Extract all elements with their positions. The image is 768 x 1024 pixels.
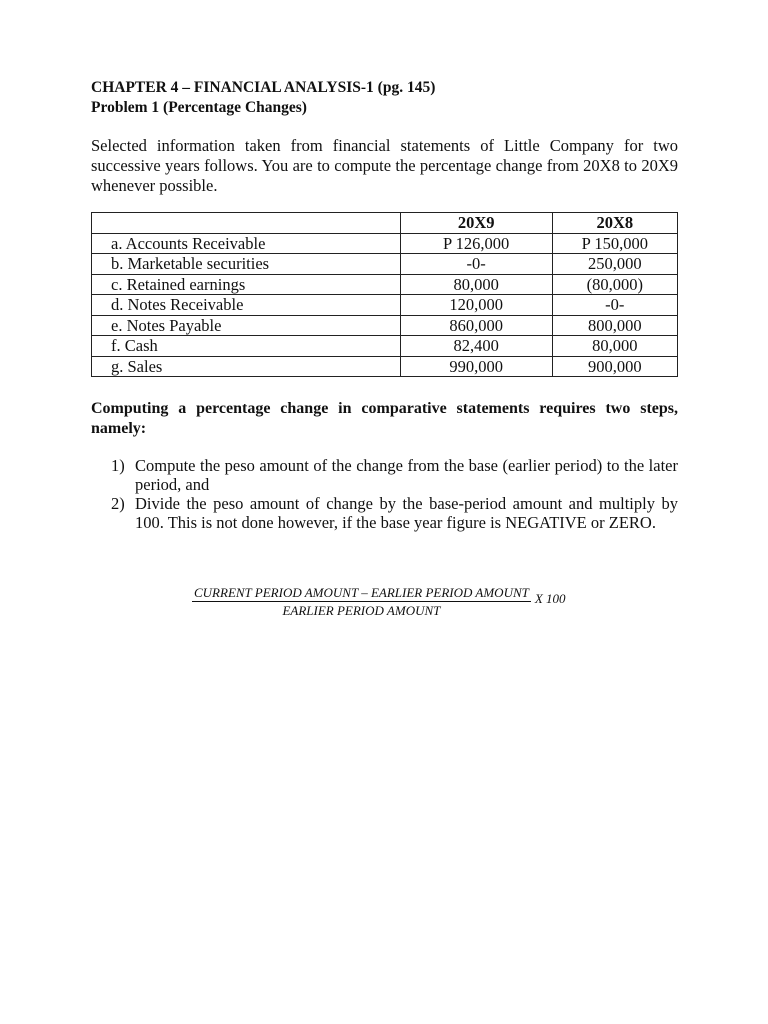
list-item	[91, 494, 678, 532]
table-row	[92, 356, 678, 377]
table-row	[92, 336, 678, 357]
table-header-row	[92, 213, 678, 234]
table-header-20x9: 20X9	[400, 213, 552, 234]
row-item-label: g. Sales	[92, 356, 401, 377]
step-text: Divide the peso amount of change by the base-period amount and multiply by 100. This is not done however, if the base year figure is NEGATIVE or ZERO.	[135, 494, 678, 532]
row-value-20x9: 82,400	[400, 336, 552, 357]
table-row	[92, 295, 678, 316]
step-number: 2)	[111, 494, 125, 513]
formula-multiplier: X 100	[534, 590, 566, 606]
problem-heading: Problem 1 (Percentage Changes)	[91, 99, 307, 116]
row-value-20x8: (80,000)	[552, 274, 677, 295]
row-value-20x9: 80,000	[400, 274, 552, 295]
document-page	[91, 78, 678, 532]
row-value-20x8: P 150,000	[552, 233, 677, 254]
formula-numerator: CURRENT PERIOD AMOUNT – EARLIER PERIOD AMOUNT	[194, 585, 529, 600]
intro-paragraph: Selected information taken from financial statements of Little Company for two successive years follows. You are to compute the percentage change from 20X8 to 20X9 whenever possible.	[91, 136, 678, 195]
row-value-20x9: 860,000	[400, 315, 552, 336]
steps-heading: Computing a percentage change in comparative statements requires two steps, namely:	[91, 400, 678, 437]
table-row	[92, 274, 678, 295]
table-row	[92, 254, 678, 275]
financial-data-table	[91, 212, 678, 377]
step-text: Compute the peso amount of the change from the base (earlier period) to the later period, and	[135, 456, 678, 494]
formula-denominator: EARLIER PERIOD AMOUNT	[282, 603, 441, 618]
row-item-label: a. Accounts Receivable	[92, 233, 401, 254]
row-item-label: f. Cash	[92, 336, 401, 357]
row-value-20x8: 80,000	[552, 336, 677, 357]
row-value-20x9: -0-	[400, 254, 552, 275]
table-header-20x8: 20X8	[552, 213, 677, 234]
row-value-20x8: 800,000	[552, 315, 677, 336]
list-item	[91, 456, 678, 494]
table-header-item	[92, 213, 401, 234]
row-item-label: c. Retained earnings	[92, 274, 401, 295]
percentage-change-formula	[192, 585, 566, 618]
formula-fraction	[192, 585, 531, 618]
steps-list	[91, 456, 678, 532]
table-row	[92, 233, 678, 254]
row-item-label: b. Marketable securities	[92, 254, 401, 275]
row-value-20x9: 990,000	[400, 356, 552, 377]
step-number: 1)	[111, 456, 125, 475]
row-item-label: e. Notes Payable	[92, 315, 401, 336]
row-value-20x8: 250,000	[552, 254, 677, 275]
row-value-20x8: -0-	[552, 295, 677, 316]
row-value-20x8: 900,000	[552, 356, 677, 377]
chapter-heading: CHAPTER 4 – FINANCIAL ANALYSIS-1 (pg. 145)	[91, 79, 436, 96]
row-value-20x9: P 126,000	[400, 233, 552, 254]
table-row	[92, 315, 678, 336]
row-value-20x9: 120,000	[400, 295, 552, 316]
row-item-label: d. Notes Receivable	[92, 295, 401, 316]
